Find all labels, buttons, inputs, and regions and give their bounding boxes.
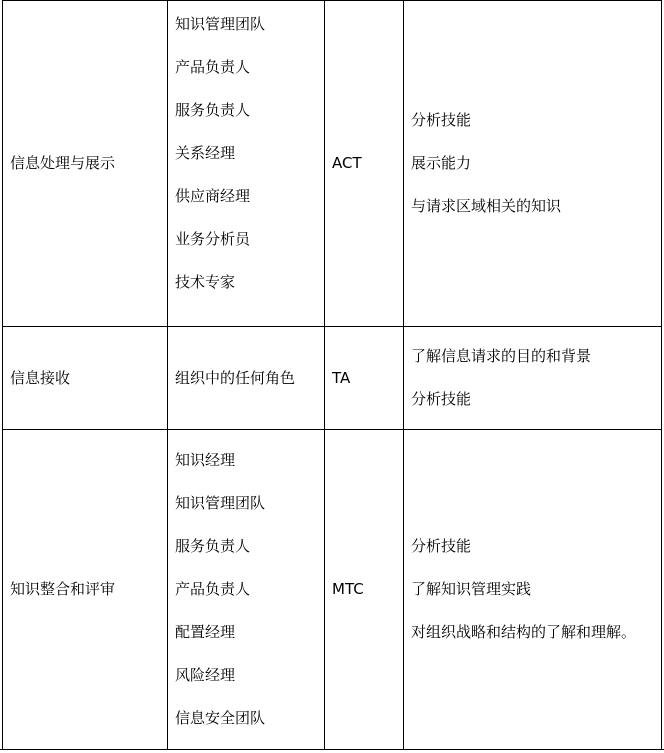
skill-item: 分析技能 [411, 111, 472, 129]
role-item: 产品负责人 [175, 580, 251, 598]
role-item: 知识经理 [175, 451, 236, 469]
role-item: 服务负责人 [175, 537, 251, 555]
role-item: 风险经理 [175, 666, 236, 684]
skill-item: 分析技能 [411, 390, 472, 408]
role-item: 知识管理团队 [175, 15, 266, 33]
role-item: 业务分析员 [175, 230, 251, 248]
activity-cell [2, 0, 168, 326]
skill-item: 分析技能 [411, 537, 472, 555]
roles-cell [167, 0, 325, 326]
skills-cell [403, 326, 662, 429]
role-item: 知识管理团队 [175, 494, 266, 512]
roles-cell [167, 429, 325, 749]
role-item: 服务负责人 [175, 101, 251, 119]
role-item: 关系经理 [175, 144, 236, 162]
role-item: 供应商经理 [175, 187, 251, 205]
activity-label: 信息处理与展示 [10, 154, 116, 172]
activity-label: 知识整合和评审 [10, 580, 116, 598]
code-cell [324, 326, 404, 429]
skill-item: 对组织战略和结构的了解和理解。 [411, 623, 637, 641]
skill-item: 了解知识管理实践 [411, 580, 532, 598]
code-cell [324, 0, 404, 326]
role-item: 产品负责人 [175, 58, 251, 76]
table-row [0, 429, 664, 749]
activity-cell [2, 429, 168, 749]
role-item: 组织中的任何角色 [175, 368, 296, 387]
activity-cell [2, 326, 168, 429]
activity-label: 信息接收 [10, 368, 71, 387]
table-row [0, 326, 664, 429]
code-label: MTC [332, 580, 364, 598]
code-label: TA [332, 368, 351, 387]
role-item: 技术专家 [175, 273, 236, 291]
code-label: ACT [332, 154, 362, 172]
roles-cell [167, 326, 325, 429]
skill-item: 与请求区域相关的知识 [411, 197, 562, 215]
table-row [0, 0, 664, 326]
role-item: 信息安全团队 [175, 709, 266, 727]
table-bottom-border [0, 749, 664, 750]
role-item: 配置经理 [175, 623, 236, 641]
skills-cell [403, 0, 662, 326]
skill-item: 了解信息请求的目的和背景 [411, 347, 592, 365]
code-cell [324, 429, 404, 749]
skill-item: 展示能力 [411, 154, 472, 172]
skills-cell [403, 429, 662, 749]
